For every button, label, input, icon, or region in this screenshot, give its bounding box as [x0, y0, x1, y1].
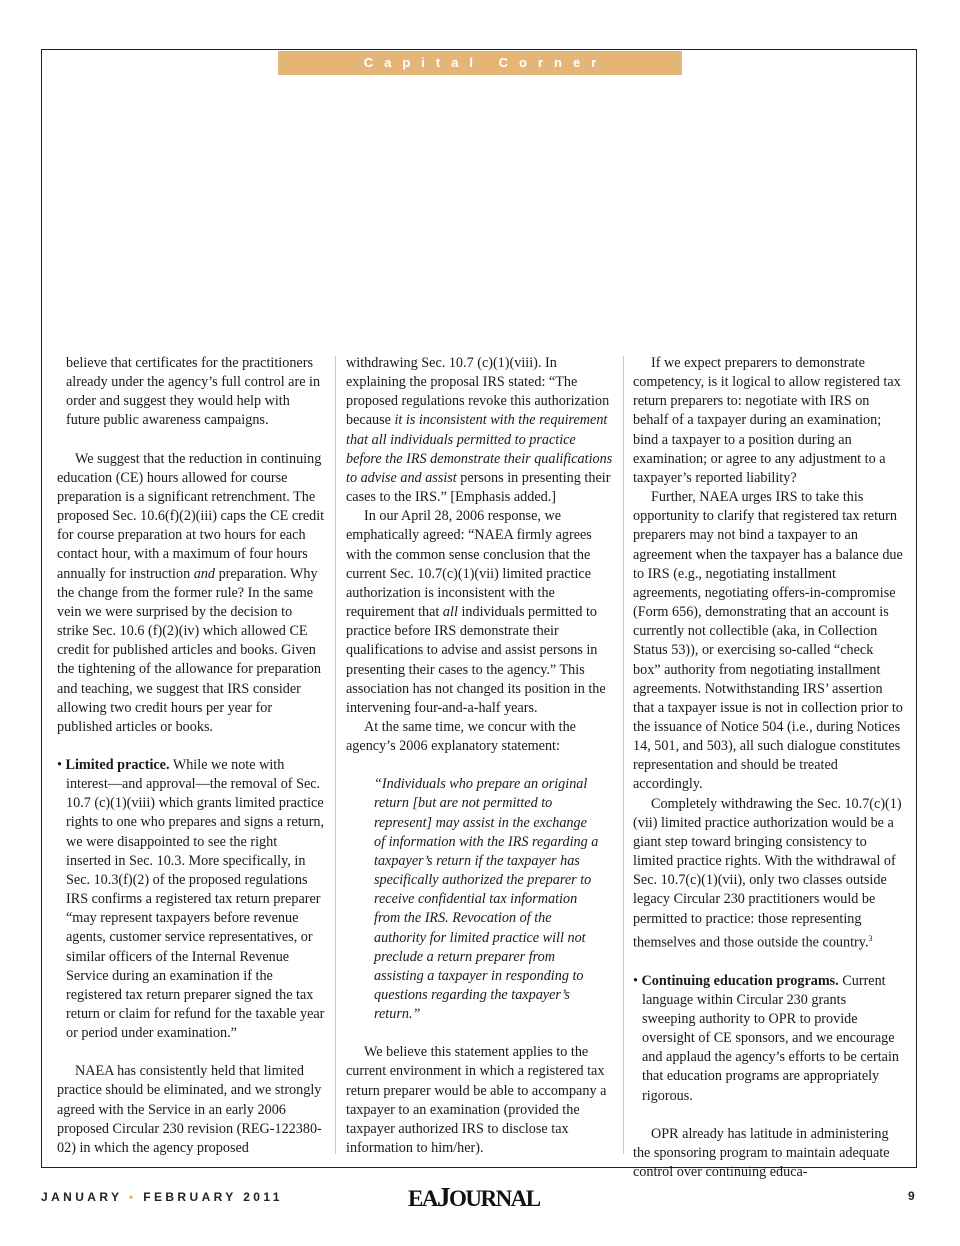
article-column-3 [633, 354, 903, 1182]
paragraph: Further, NAEA urges IRS to take this opportunity to clarify that registered tax return preparers may not bind a taxpayer to an agreement when the taxpayer has a balance due to IRS (e.g., negotiating installment agreements, negotiating offers-in-compromise (Form 656), demonstrating that an account is currently not collectible (aka, in Collection Status 53)), or exercising so-called “check box” authority from negotiating installment agreements. Notwithstanding IRS’ assertion that a taxpayer issue is not in collection prior to the issuance of Notice 504 (i.e., during Notices 14, 501, and 503), all such dialogue constitutes representation and should be treated accordingly. [633, 489, 903, 793]
paragraph: In our April 28, 2006 response, we emphatically agreed: “NAEA firmly agrees with the common sense conclusion that the current Sec. 10.7(c)(1)(vii) limited practice authorization is inconsistent with the requirement that all individuals permitted to practice before IRS demonstrate their qualifications to advise and assist persons in presenting their cases to the agency.” This association has not changed its position in the intervening four-and-a-half years. [346, 508, 606, 716]
bullet-item: • Limited practice. While we note with interest—and approval—the removal of Sec. 10.7 (c)(1)(viii) which grants limited practice rights to one who prepares and signs a return, we were disappointed to see the right inserted in Sec. 10.3. More specifically, in Sec. 10.3(f)(2) of the proposed regulations IRS confirms a registered tax return preparer “may represent taxpayers before revenue agents, customer service representatives, or similar officers of the Internal Revenue Service during an examination if the registered tax return preparer signed the tax return or claim for refund for the taxable year or period under examination.” [57, 756, 325, 1042]
bullet-heading: Continuing education programs. [641, 972, 839, 989]
column-divider [335, 356, 336, 1154]
footnote-ref: 3 [868, 933, 873, 943]
column-divider [623, 356, 624, 1154]
journal-logo: EAJOURNAL [408, 1182, 540, 1212]
paragraph: At the same time, we concur with the agency’s 2006 explanatory statement: [346, 718, 576, 755]
paragraph: Completely withdrawing the Sec. 10.7(c)(1)(vii) limited practice authorization would be a giant step toward bringing consistency to limited practice rights. With the withdrawal of Sec. 10.7(c)(1)(vii), only two classes outside legacy Circular 230 practitioners would be permitted to practice: those representing themselves and those outside the country.$^3$ [633, 795, 902, 951]
paragraph: believe that certificates for the practitioners already under the agency’s full control are in order and suggest they would help with future public awareness campaigns. [66, 355, 321, 429]
paragraph: withdrawing Sec. 10.7 (c)(1)(viii). In explaining the proposal IRS stated: “The proposed regulations revoke this authorization because it is inconsistent with the requirement that all individuals permitted to practice before the IRS demonstrate their qualifications to advise and assist persons in presenting their cases to the IRS.” [Emphasis added.] [346, 355, 613, 506]
section-banner: Capital Corner [278, 51, 682, 75]
paragraph: OPR already has latitude in administering the sponsoring program to maintain adequate control over continuing educa- [633, 1125, 890, 1180]
paragraph: If we expect preparers to demonstrate competency, is it logical to allow registered tax return preparers to: negotiate with IRS on behalf of a taxpayer during an examination; bind a taxpayer to a position during an examination; or agree to any adjustment to a taxpayer’s reported liability? [633, 355, 901, 486]
article-column-1 [57, 354, 325, 1158]
bullet-item: • Continuing education programs. Current language within Circular 230 grants sweeping authority to OPR to provide oversight of CE sponsors, and we encourage and applaud the agency’s efforts to be certain that education programs are appropriately rigorous. [633, 972, 899, 1104]
paragraph: We suggest that the reduction in continuing education (CE) hours allowed for course preparation is a significant retrenchment. The proposed Sec. 10.6(f)(2)(iii) caps the CE credit for course preparation at two hours for each contact hour, with a maximum of four hours annually for instruction and preparation. Why the change from the former rule? In the same vein we were surprised by the decision to strike Sec. 10.6 (f)(2)(iv) which allowed CE credit for published articles and books. Given the tightening of the allowance for preparation and teaching, we suggest that IRS consider allowing two credit hours per year for published articles or books. [57, 450, 325, 735]
bullet-heading: Limited practice. [65, 756, 170, 773]
page-number: 9 [908, 1189, 915, 1203]
block-quote: “Individuals who prepare an original return [but are not permitted to represent] may assist in the exchange of information with the IRS regarding a taxpayer’s return if the taxpayer has specifically authorized the preparer to receive confidential tax information from the IRS. Revocation of the authority for limited practice will not preclude a return preparer from assisting a taxpayer in responding to questions regarding the taxpayer’s return.” [374, 776, 599, 1023]
paragraph: We believe this statement applies to the current environment in which a registered tax return preparer would be able to accompany a taxpayer to an examination (provided the taxpayer authorized IRS to disclose tax information to him/her). [346, 1044, 607, 1157]
article-column-2 [346, 354, 614, 1158]
paragraph: NAEA has consistently held that limited practice should be eliminated, and we strongly agreed with the Service in an early 2006 proposed Circular 230 revision (REG-122380-02) in which the agency proposed [57, 1063, 322, 1156]
issue-date: JANUARY • FEBRUARY 2011 [41, 1190, 283, 1204]
